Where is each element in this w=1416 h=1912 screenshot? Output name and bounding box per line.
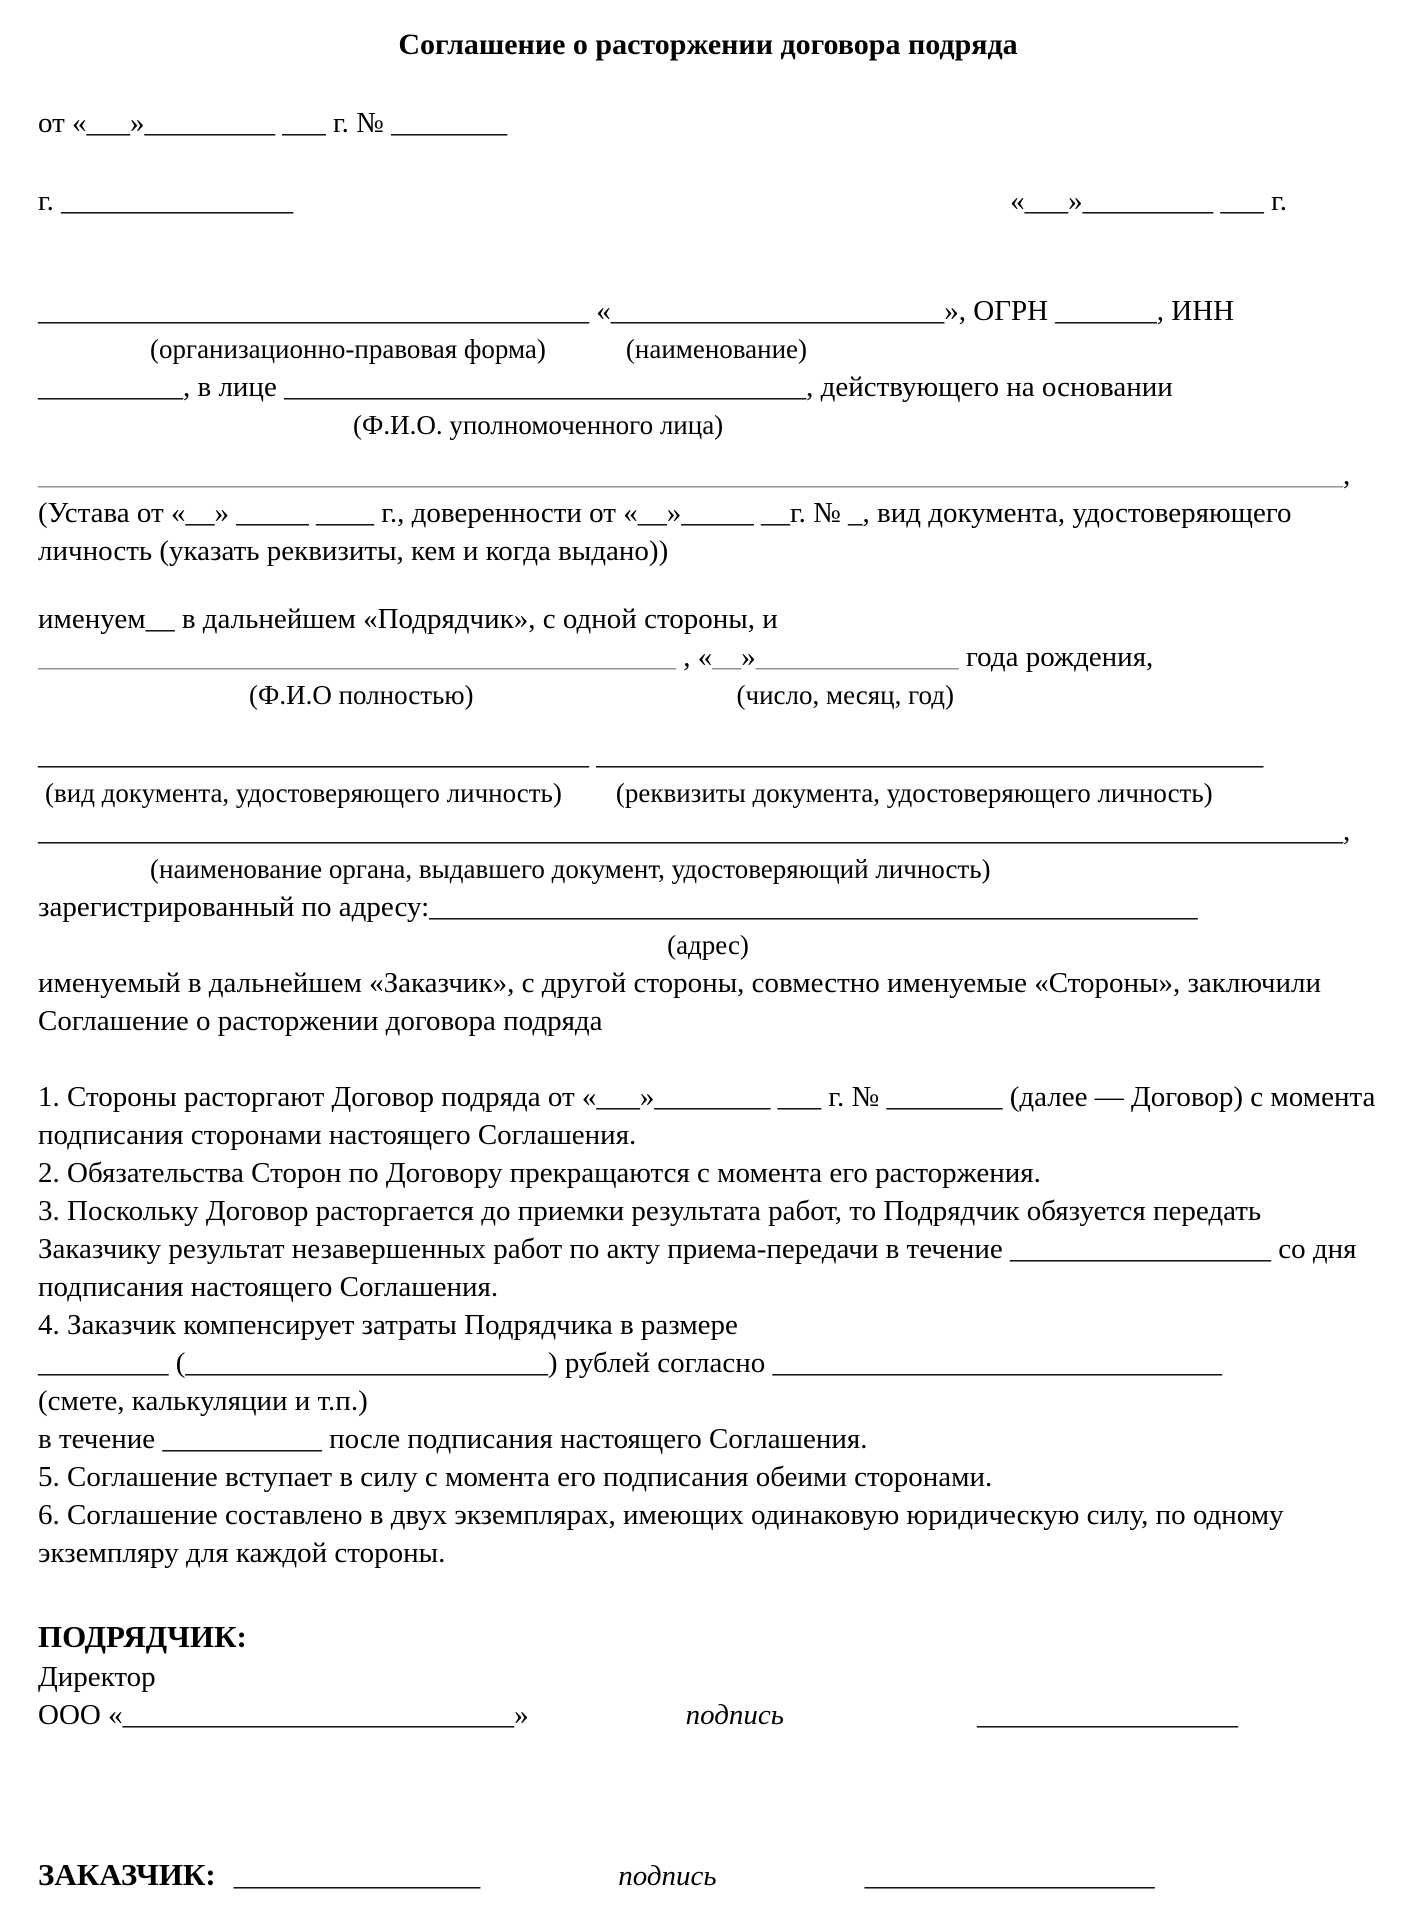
caption-doc-requisites: (реквизиты документа, удостоверяющего личность) bbox=[615, 778, 1213, 808]
identity-doc-blanks-line: ______________________________________ ______________________________________________ bbox=[38, 739, 1264, 771]
customer-sign-blank: ____________________ bbox=[864, 1860, 1155, 1892]
caption-birth-date: (число, месяц, год) bbox=[736, 680, 954, 710]
org-form-name-line: ______________________________________ «_______________________», ОГРН _______, ИНН bbox=[38, 295, 1235, 327]
caption-org-form: (организационно-правовая форма) bbox=[150, 334, 546, 364]
registered-address-line: зарегистрированный по адресу:_____________________________________________________ bbox=[38, 891, 1198, 923]
contractor-signature-row bbox=[38, 1696, 1378, 1734]
contractor-sign-word: подпись bbox=[685, 1699, 784, 1731]
org-captions-row bbox=[38, 330, 1378, 368]
caption-issuing-authority: (наименование органа, выдавшего документ, удостоверяющий личность) bbox=[150, 854, 991, 884]
address-caption-row bbox=[38, 926, 1378, 964]
caption-fio-authorized: (Ф.И.О. уполномоченного лица) bbox=[353, 410, 724, 440]
fio-birth-captions-row bbox=[38, 676, 1378, 714]
issuing-authority-blank-line: __________________________________________________________________________________________, bbox=[38, 815, 1351, 847]
basis-note: (Устава от «__» _____ ____ г., доверенности от «__»_____ __г. № _, вид документа, удостоверяющего личность (указать реквизиты, кем и когда выдано)) bbox=[38, 497, 1292, 567]
contractor-naming-line: именуем__ в дальнейшем «Подрядчик», с одной стороны, и bbox=[38, 603, 778, 635]
caption-fio-full: (Ф.И.О полностью) bbox=[249, 680, 474, 710]
fio-separator: , « bbox=[676, 641, 713, 673]
date-field: «___»_________ ___ г. bbox=[1010, 185, 1287, 217]
customer-signature-row bbox=[38, 1854, 1378, 1896]
fio-fill-blank: ____________________________________________ bbox=[38, 641, 676, 673]
authority-caption-row bbox=[38, 850, 1378, 888]
city-date-row bbox=[38, 182, 1378, 220]
basis-blank-line bbox=[38, 456, 1378, 494]
basis-fill-blank: __________________________________________________________________________________________ bbox=[38, 459, 1343, 491]
customer-naming-paragraph: именуемый в дальнейшем «Заказчик», с другой стороны, совместно именуемые «Стороны», заключили Соглашение о расторжении договора подряда bbox=[38, 967, 1322, 1037]
caption-address: (адрес) bbox=[667, 930, 749, 960]
contractor-org-blank: ООО «___________________________» bbox=[38, 1699, 529, 1731]
contractor-section-label: ПОДРЯДЧИК: bbox=[38, 1619, 247, 1654]
clause-1: 1. Стороны расторгают Договор подряда от «___»________ ___ г. № ________ (далее — Договор) с момента подписания сторонами настоящего Соглашения. bbox=[38, 1081, 1376, 1151]
clause-5: 5. Соглашение вступает в силу с момента его подписания обеими сторонами. bbox=[38, 1461, 993, 1493]
represented-by-line: __________, в лице ____________________________________, действующего на основании bbox=[38, 371, 1173, 403]
clause-4-intro: 4. Заказчик компенсирует затраты Подрядчика в размере bbox=[38, 1309, 738, 1341]
caption-org-name: (наименование) bbox=[625, 334, 808, 364]
customer-fio-line bbox=[38, 638, 1378, 676]
customer-sign-word: подпись bbox=[618, 1860, 717, 1892]
city-field: г. ________________ bbox=[38, 185, 294, 217]
birth-suffix: года рождения, bbox=[958, 641, 1154, 673]
caption-doc-type: (вид документа, удостоверяющего личность) bbox=[45, 778, 562, 808]
birthdate-day-blank: __ bbox=[712, 641, 742, 673]
customer-name-blank: _________________ bbox=[233, 1860, 481, 1892]
contractor-role: Директор bbox=[38, 1661, 156, 1693]
fio-auth-caption-row bbox=[38, 406, 1378, 444]
clause-4-term-line: в течение ___________ после подписания настоящего Соглашения. bbox=[38, 1423, 868, 1455]
birthdate-month-blank: ______________ bbox=[755, 641, 959, 673]
clause-4-amount-line: _________ (_________________________) рублей согласно _______________________________ bbox=[38, 1347, 1222, 1379]
quote-close: » bbox=[741, 641, 756, 673]
clause-6: 6. Соглашение составлено в двух экземплярах, имеющих одинаковую юридическую силу, по одному экземпляру для каждой стороны. bbox=[38, 1499, 1284, 1569]
clause-4-caption: (смете, калькуляции и т.п.) bbox=[38, 1385, 368, 1417]
identity-doc-captions-row bbox=[38, 774, 1378, 812]
customer-section-label: ЗАКАЗЧИК: bbox=[38, 1857, 216, 1892]
contractor-sign-blank: __________________ bbox=[976, 1699, 1238, 1731]
basis-comma: , bbox=[1343, 459, 1351, 491]
clause-2: 2. Обязательства Сторон по Договору прекращаются с момента его расторжения. bbox=[38, 1157, 1041, 1189]
clause-3: 3. Поскольку Договор расторгается до приемки результата работ, то Подрядчик обязуется передать Заказчику результат незавершенных работ по акту приема-передачи в течение __________________ со дня подписания настоящего Соглашения. bbox=[38, 1195, 1357, 1303]
doc-title: Соглашение о расторжении договора подряда bbox=[398, 28, 1018, 61]
doc-date-number-line: от «___»_________ ___ г. № ________ bbox=[38, 107, 508, 139]
